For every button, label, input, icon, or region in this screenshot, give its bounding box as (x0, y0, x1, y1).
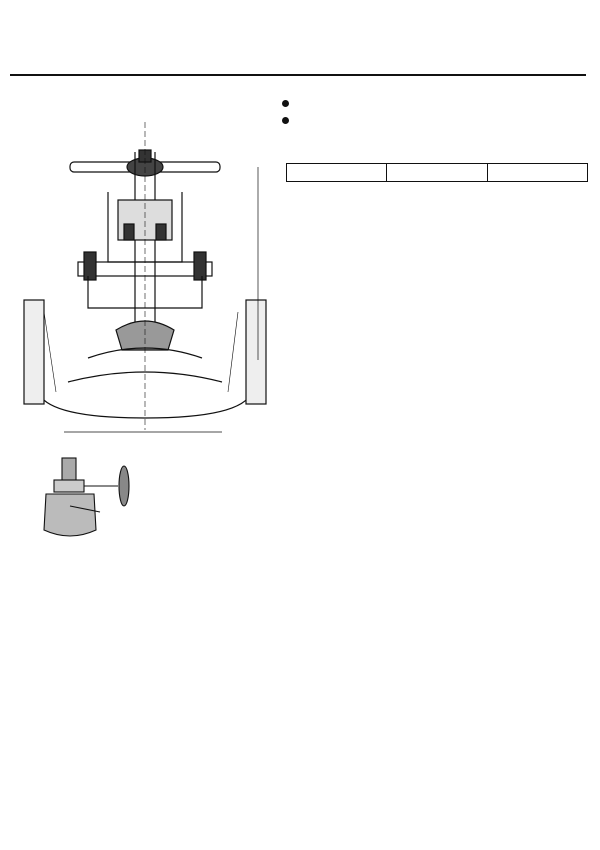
valve-section-drawing (8, 112, 280, 442)
note-flange (282, 96, 307, 110)
materials-header-row (287, 164, 588, 182)
bullet-icon (282, 117, 289, 124)
col-header-material (487, 164, 587, 182)
col-header-no (287, 164, 387, 182)
materials-table (286, 163, 588, 182)
bullet-icon (282, 100, 289, 107)
col-header-part-name (387, 164, 487, 182)
header-divider (10, 74, 586, 76)
bevel-gear-drawing (40, 450, 170, 546)
note-face-to-face (282, 113, 307, 127)
